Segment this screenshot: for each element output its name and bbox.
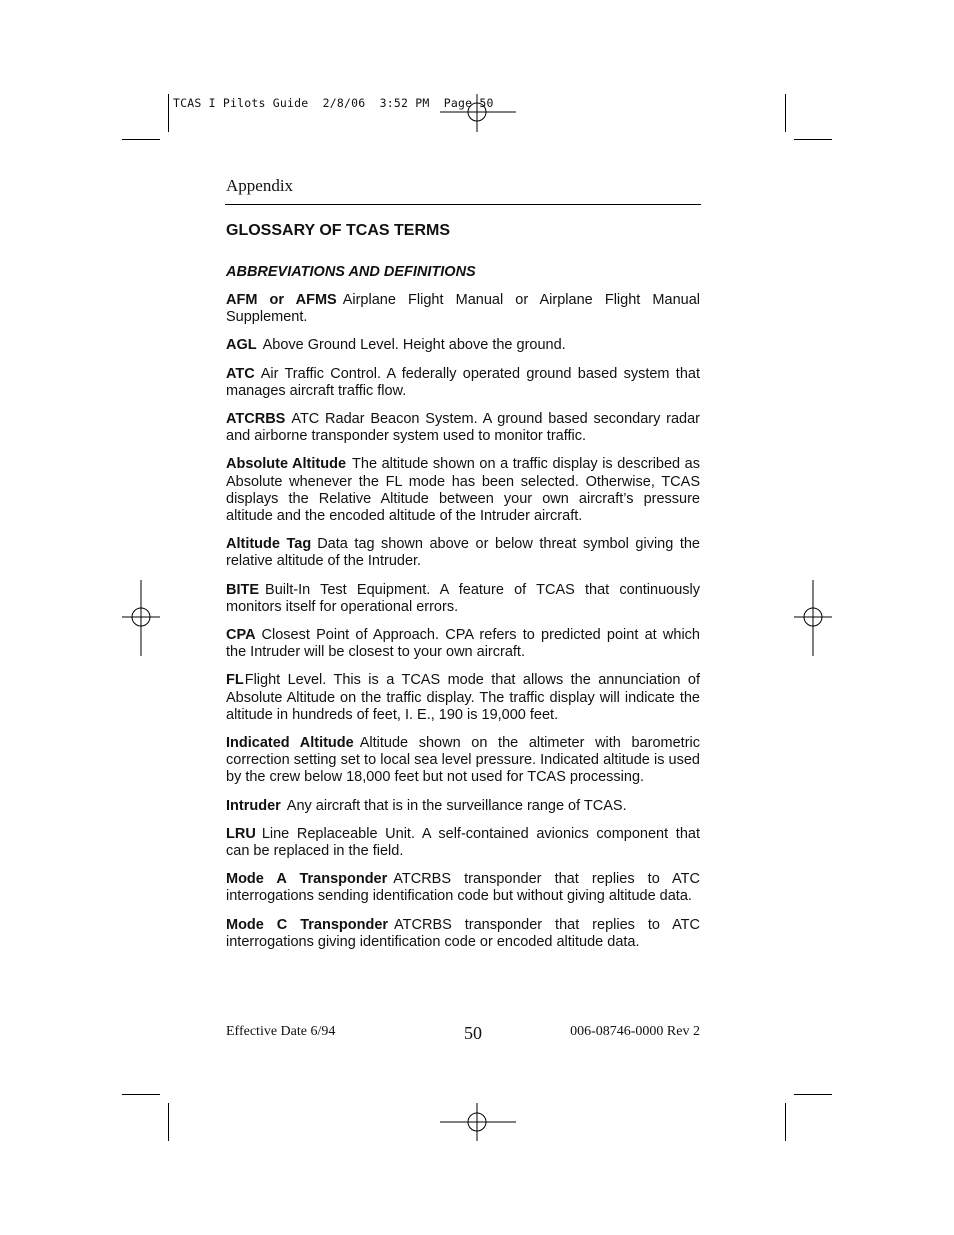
glossary-definition: Above Ground Level. Height above the ground. [262, 337, 566, 354]
registration-mark-icon [440, 1103, 516, 1141]
glossary-term: Mode A Transponder [226, 871, 388, 888]
glossary-definition: ATCRBS transponder that replies to ATC interrogations sending identification code but without giving altitude data. [226, 871, 700, 905]
glossary-definition: Built-In Test Equipment. A feature of TCAS that continuously monitors itself for operational errors. [226, 581, 700, 615]
glossary-definition: ATCRBS transponder that replies to ATC interrogations giving identification code or encoded altitude data. [226, 916, 700, 950]
glossary-definition: Line Replaceable Unit. A self-contained avionics component that can be replaced in the field. [226, 825, 700, 860]
glossary-definition: The altitude shown on a traffic display is described as Absolute whenever the FL mode has been selected. Otherwise, TCAS displays the Relative Altitude between your own aircraft’s pressure altitude and the encoded altitude of the Intruder aircraft. [226, 456, 700, 525]
page-subtitle: ABBREVIATIONS AND DEFINITIONS [226, 264, 476, 280]
crop-mark [785, 1103, 786, 1141]
glossary-term: BITE [226, 581, 260, 598]
crop-mark [794, 139, 832, 140]
glossary-entry [226, 292, 700, 326]
glossary-definition: Airplane Flight Manual or Airplane Flight Manual Supplement. [226, 292, 700, 326]
glossary-term: ATCRBS [226, 411, 286, 428]
glossary-term: FL [226, 672, 244, 689]
footer-doc-number: 006-08746-0000 Rev 2 [570, 1024, 700, 1039]
registration-mark-icon [122, 580, 160, 656]
glossary-entry [226, 366, 700, 400]
glossary-entry [226, 826, 700, 860]
glossary-term: Altitude Tag [226, 536, 312, 553]
crop-mark [122, 139, 160, 140]
glossary-entry [226, 456, 700, 525]
crop-mark [168, 1103, 169, 1141]
glossary-entry [226, 871, 700, 905]
glossary-term: Indicated Altitude [226, 735, 354, 752]
glossary-term: AGL [226, 337, 257, 354]
glossary-definition: Data tag shown above or below threat symbol giving the relative altitude of the Intruder. [226, 536, 700, 570]
glossary-entry [226, 917, 700, 951]
page-title: GLOSSARY OF TCAS TERMS [226, 222, 451, 239]
glossary-entry [226, 735, 700, 787]
glossary-term: CPA [226, 627, 256, 644]
glossary-entry [226, 798, 700, 815]
crop-mark [785, 94, 786, 132]
crop-mark [794, 1094, 832, 1095]
glossary-term: Intruder [226, 797, 281, 814]
print-slug: TCAS I Pilots Guide 2/8/06 3:52 PM Page 50 [173, 96, 494, 110]
glossary-entry [226, 582, 700, 616]
glossary-entry [226, 672, 700, 724]
glossary-entry [226, 536, 700, 570]
crop-mark [168, 94, 169, 132]
glossary-term: Mode C Transponder [226, 916, 389, 933]
footer-effective-date: Effective Date 6/94 [226, 1024, 336, 1039]
registration-mark-icon [794, 580, 832, 656]
glossary-entry [226, 337, 700, 354]
glossary-definition: Altitude shown on the altimeter with barometric correction setting set to local sea level pressure. Indicated altitude is used by the crew below 18,000 feet but not used for TCAS processing. [226, 735, 700, 786]
glossary-list [226, 292, 700, 962]
glossary-term: Absolute Altitude [226, 456, 347, 473]
crop-mark [122, 1094, 160, 1095]
glossary-term: LRU [226, 825, 256, 842]
glossary-definition: Flight Level. This is a TCAS mode that allows the annunciation of Absolute Altitude on the traffic display. The traffic display will indicate the altitude in hundreds of feet, I. E., 190 is 19,000 feet. [226, 672, 700, 723]
glossary-definition: Air Traffic Control. A federally operated ground based system that manages aircraft traffic flow. [226, 365, 700, 399]
glossary-term: AFM or AFMS [226, 292, 337, 308]
glossary-entry [226, 627, 700, 661]
glossary-definition: ATC Radar Beacon System. A ground based secondary radar and airborne transponder system used to monitor traffic. [226, 411, 700, 445]
header-rule [225, 204, 701, 205]
glossary-entry [226, 411, 700, 445]
page-number: 50 [464, 1023, 482, 1043]
glossary-definition: Any aircraft that is in the surveillance range of TCAS. [286, 797, 627, 814]
glossary-definition: Closest Point of Approach. CPA refers to predicted point at which the Intruder will be closest to your own aircraft. [226, 627, 700, 661]
section-header: Appendix [226, 176, 294, 195]
glossary-term: ATC [226, 365, 255, 382]
